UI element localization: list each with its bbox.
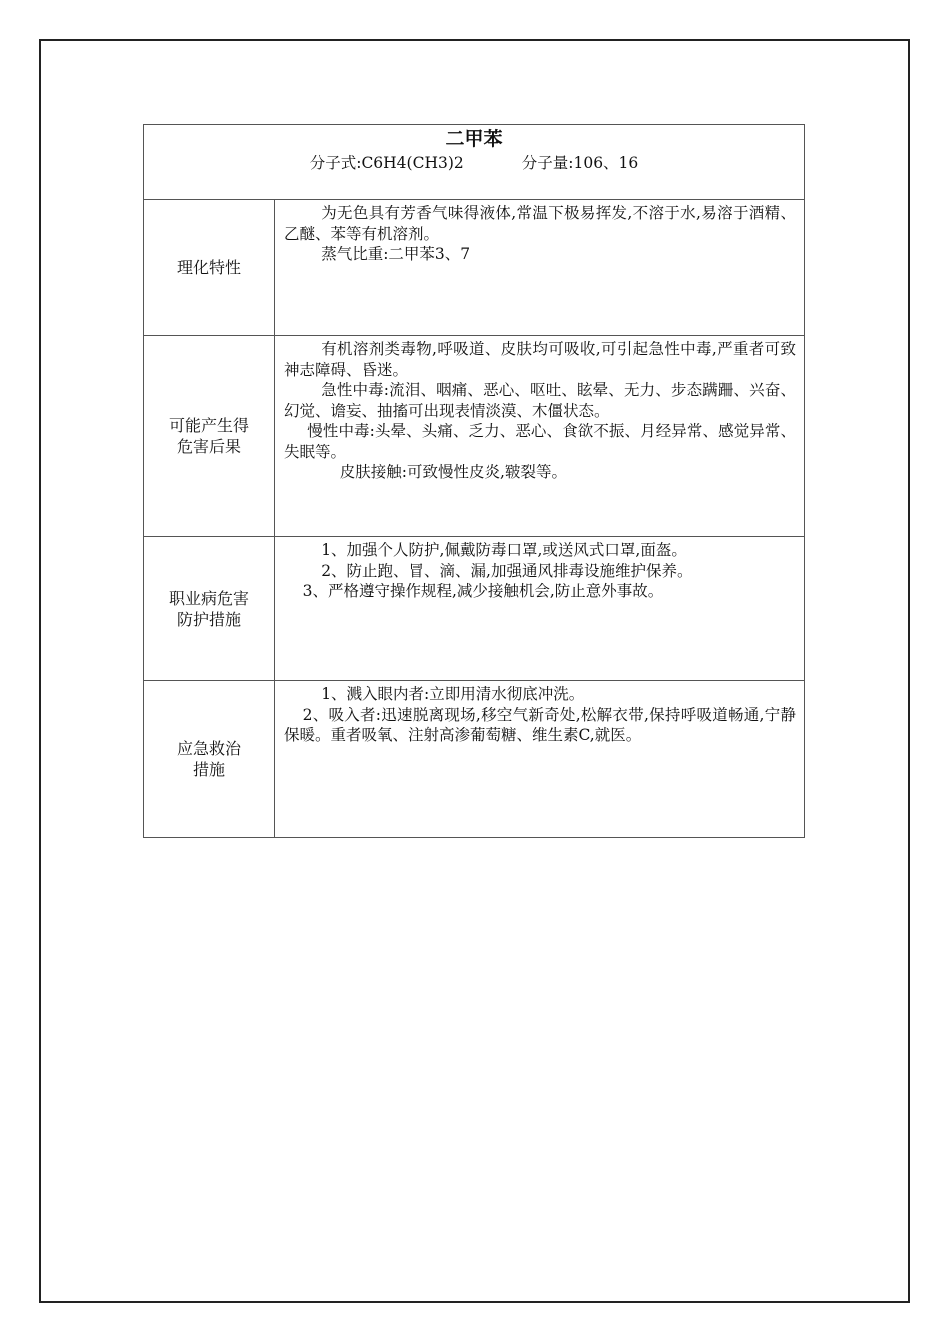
row-content bbox=[275, 537, 805, 681]
table-row-hazards bbox=[144, 336, 805, 537]
content-paragraph: 为无色具有芳香气味得液体,常温下极易挥发,不溶于水,易溶于酒精、乙醚、苯等有机溶剂。 bbox=[284, 204, 796, 243]
row-label-line: 理化特性 bbox=[176, 258, 241, 277]
content-paragraph: 急性中毒:流泪、咽痛、恶心、呕吐、眩晕、无力、步态蹒跚、兴奋、幻觉、谵妄、抽搐可出现表情淡漠、木僵状态。 bbox=[284, 381, 796, 420]
row-label-line: 应急救治 bbox=[176, 739, 241, 758]
content-paragraph: 蒸气比重:二甲苯3、7 bbox=[321, 245, 471, 263]
chemical-title: 二甲苯 bbox=[445, 128, 503, 150]
row-label bbox=[144, 681, 275, 838]
content-paragraph: 慢性中毒:头晕、头痛、乏力、恶心、食欲不振、月经异常、感觉异常、失眠等。 bbox=[284, 422, 796, 461]
formula-line bbox=[144, 153, 804, 173]
content-paragraph: 3、严格遵守操作规程,减少接触机会,防止意外事故。 bbox=[302, 582, 664, 600]
row-label-line: 可能产生得 bbox=[168, 416, 249, 435]
content-paragraph: 皮肤接触:可致慢性皮炎,皲裂等。 bbox=[339, 463, 567, 481]
row-content bbox=[275, 336, 805, 537]
molecular-weight: 分子量:106、16 bbox=[521, 154, 639, 172]
content-paragraph: 1、溅入眼内者:立即用清水彻底冲洗。 bbox=[321, 685, 585, 703]
row-label-line: 措施 bbox=[192, 760, 225, 779]
row-label-line: 职业病危害 bbox=[168, 588, 249, 608]
row-label bbox=[144, 336, 275, 537]
row-label bbox=[144, 200, 275, 336]
row-label-line: 危害后果 bbox=[176, 437, 241, 456]
content-paragraph: 1、加强个人防护,佩戴防毒口罩,或送风式口罩,面盔。 bbox=[321, 541, 687, 559]
table-row-protection bbox=[144, 537, 805, 681]
molecular-formula: 分子式:C6H4(CH3)2 bbox=[309, 154, 464, 172]
table-row-properties bbox=[144, 200, 805, 336]
row-label-line: 防护措施 bbox=[176, 609, 241, 629]
row-content bbox=[275, 681, 805, 838]
safety-data-table bbox=[143, 124, 805, 838]
header-row bbox=[144, 125, 805, 200]
table-row-first-aid bbox=[144, 681, 805, 838]
row-content bbox=[275, 200, 805, 336]
content-paragraph: 2、防止跑、冒、滴、漏,加强通风排毒设施维护保养。 bbox=[321, 561, 693, 580]
header-cell bbox=[144, 125, 805, 200]
content-paragraph: 2、吸入者:迅速脱离现场,移空气新奇处,松解衣带,保持呼吸道畅通,宁静保暖。重者吸氧、注射高渗葡萄糖、维生素C,就医。 bbox=[284, 705, 796, 744]
row-label bbox=[144, 537, 275, 681]
content-paragraph: 有机溶剂类毒物,呼吸道、皮肤均可吸收,可引起急性中毒,严重者可致神志障碍、昏迷。 bbox=[284, 340, 796, 379]
